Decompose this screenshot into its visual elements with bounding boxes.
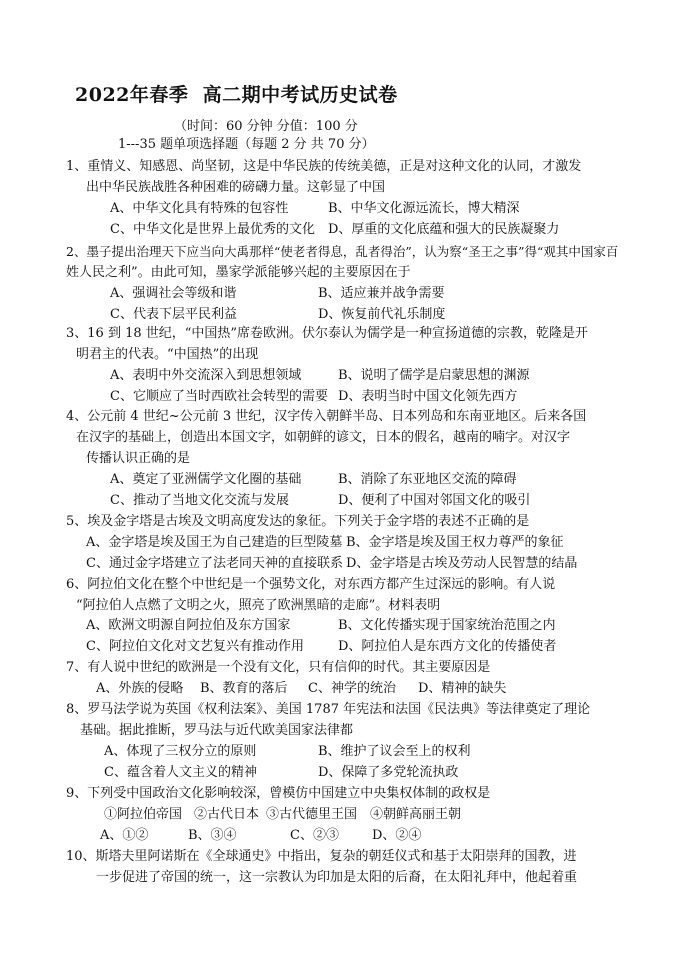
q8-stem-1: 8、罗马法学说为英国《权利法案》、美国 1787 年宪法和法国《民法典》等法律奠定了理论: [66, 702, 591, 717]
exam-info: （时间：60 分钟 分值：100 分: [174, 119, 358, 134]
q5-option-b: B、金字塔是埃及国王权力尊严的象征: [346, 535, 564, 550]
q8-option-c: C、蕴含着人文主义的精神: [104, 765, 257, 780]
q3-option-d: D、表明当时中国文化领先西方: [338, 389, 518, 404]
q5-option-c: C、通过金字塔建立了法老同天神的直接联系: [86, 556, 343, 571]
q9-option-c: C、②③: [290, 828, 339, 843]
q10-stem-2: 一步促进了帝国的统一，这一宗教认为印加是太阳的后裔，在太阳礼拜中，他起着重: [96, 870, 578, 885]
q1-stem-2: 出中华民族战胜各种困难的磅礴力量。这彰显了中国: [86, 180, 386, 195]
q6-option-a: A、欧洲文明源自阿拉伯及东方国家: [86, 618, 291, 633]
q3-option-c: C、它顺应了当时西欧社会转型的需要: [110, 389, 328, 404]
q3-stem-2: 明君主的代表。“中国热”的出现: [76, 347, 259, 362]
q9-item-2: ②古代日本: [194, 807, 260, 822]
q4-stem-1: 4、公元前 4 世纪~公元前 3 世纪，汉字传入朝鲜半岛、日本列岛和东南亚地区。后来各国: [66, 409, 587, 424]
q9-item-1: ①阿拉伯帝国: [104, 807, 183, 822]
q10-stem-1: 10、斯塔夫里阿诺斯在《全球通史》中指出，复杂的朝廷仪式和基于太阳崇拜的国教，进: [66, 849, 577, 864]
q6-option-d: D、阿拉伯人是东西方文化的传播使者: [338, 639, 557, 654]
q2-option-a: A、强调社会等级和谐: [110, 286, 237, 301]
q4-option-b: B、消除了东亚地区交流的障碍: [338, 472, 517, 487]
q5-option-d: D、金字塔是古埃及劳动人民智慧的结晶: [346, 556, 578, 571]
q8-stem-2: 基础。据此推断，罗马法与近代欧美国家法律都: [80, 723, 354, 738]
q2-stem-2: 姓人民之利”。由此可知，墨家学派能够兴起的主要原因在于: [66, 265, 411, 280]
q3-stem-1: 3、16 到 18 世纪，“中国热”席卷欧洲。伏尔泰认为儒学是一种宣扬道德的宗教，乾隆是开: [66, 326, 589, 341]
section-heading: 1---35 题单项选择题（每题 2 分 共 70 分）: [118, 137, 375, 152]
q9-option-b: B、③④: [188, 828, 237, 843]
q8-option-a: A、体现了三权分立的原则: [104, 744, 257, 759]
q1-option-c: C、中华文化是世界上最优秀的文化: [110, 222, 315, 237]
q6-stem-1: 6、阿拉伯文化在整个中世纪是一个强势文化，对东西方都产生过深远的影响。有人说: [66, 577, 556, 592]
q6-option-c: C、阿拉伯文化对文艺复兴有推动作用: [86, 639, 304, 654]
q9-option-d: D、②④: [372, 828, 422, 843]
q7-option-c: C、神学的统治: [308, 681, 396, 696]
q2-stem-1: 2、墨子提出治理天下应当向大禹那样“使老者得息，乱者得治”，认为察“圣王之事”得“观其中国家百: [66, 244, 619, 259]
q4-option-d: D、便利了中国对邻国文化的吸引: [338, 493, 531, 508]
q6-stem-2: “阿拉伯人点燃了文明之火，照亮了欧洲黑暗的走廊”。材料表明: [76, 598, 441, 613]
q9-item-3: ③古代德里王国: [266, 807, 358, 822]
q5-stem-1: 5、埃及金字塔是古埃及文明高度发达的象征。下列关于金字塔的表述不正确的是: [66, 514, 530, 529]
q1-option-a: A、中华文化具有特殊的包容性: [110, 201, 289, 216]
q8-option-b: B、维护了议会至上的权利: [318, 744, 471, 759]
q7-option-b: B、教育的落后: [200, 681, 288, 696]
q3-option-a: A、表明中外交流深入到思想领域: [110, 368, 302, 383]
q7-option-d: D、精神的缺失: [418, 681, 507, 696]
q4-stem-2: 在汉字的基础上，创造出本国文字，如朝鲜的谚文，日本的假名，越南的喃字。对汉字: [76, 430, 571, 445]
q1-stem-1: 1、重情义、知感恩、尚坚韧，这是中华民族的传统美德，正是对这种文化的认同，才激发: [66, 159, 582, 174]
q1-option-d: D、厚重的文化底蕴和强大的民族凝聚力: [328, 222, 560, 237]
q9-stem-1: 9、下列受中国政治文化影响较深，曾模仿中国建立中央集权体制的政权是: [66, 786, 491, 801]
q4-option-c: C、推动了当地文化交流与发展: [110, 493, 289, 508]
q9-item-4: ④朝鲜高丽王朝: [370, 807, 462, 822]
q6-option-b: B、文化传播实现于国家统治范围之内: [338, 618, 556, 633]
page-title: 2022年春季 高二期中考试历史试卷: [75, 84, 398, 106]
q1-option-b: B、中华文化源远流长，博大精深: [328, 201, 520, 216]
q2-option-b: B、适应兼并战争需要: [318, 286, 445, 301]
q9-option-a: A、①②: [100, 828, 149, 843]
q4-stem-3: 传播认识正确的是: [86, 451, 191, 466]
q7-option-a: A、外族的侵略: [96, 681, 184, 696]
q7-stem-1: 7、有人说中世纪的欧洲是一个没有文化，只有信仰的时代。其主要原因是: [66, 660, 491, 675]
q3-option-b: B、说明了儒学是启蒙思想的渊源: [338, 368, 530, 383]
q2-option-d: D、恢复前代礼乐制度: [318, 307, 446, 322]
q8-option-d: D、保障了多党轮流执政: [318, 765, 459, 780]
q2-option-c: C、代表下层平民利益: [110, 307, 237, 322]
q4-option-a: A、奠定了亚洲儒学文化圈的基础: [110, 472, 302, 487]
q5-option-a: A、金字塔是埃及国王为自己建造的巨型陵墓: [86, 535, 343, 550]
